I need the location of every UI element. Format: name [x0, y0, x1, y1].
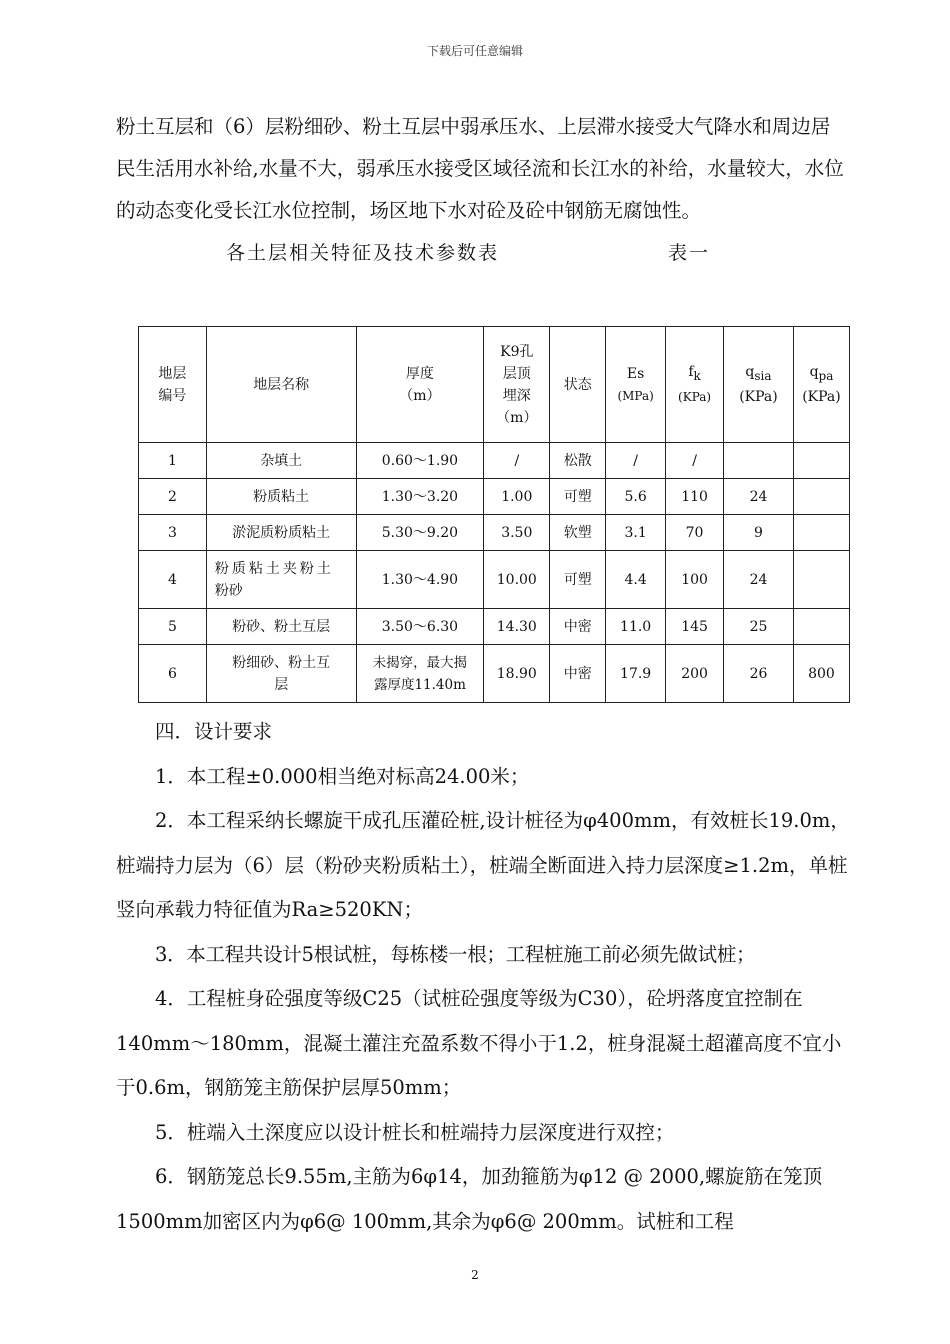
cell-depth: 1.00 — [484, 479, 550, 515]
header-es: Es (MPa) — [606, 327, 666, 443]
cell-es: 17.9 — [606, 645, 666, 703]
cell-qpa — [793, 515, 849, 551]
cell-qsia — [724, 443, 794, 479]
header-no: 地层 编号 — [139, 327, 207, 443]
cell-es: 11.0 — [606, 609, 666, 645]
header-depth: K9孔 层顶 埋深 （m） — [484, 327, 550, 443]
cell-no: 6 — [139, 645, 207, 703]
header-qpa: $q_{pa}$ (KPa) — [793, 327, 849, 443]
table-row — [139, 479, 850, 515]
page-header: 下载后可任意编辑 — [426, 44, 523, 58]
cell-name: 粉质粘土 — [206, 479, 356, 515]
cell-name: 粉砂、粉土互层 — [206, 609, 356, 645]
cell-qpa — [793, 551, 849, 609]
cell-depth: 14.30 — [484, 609, 550, 645]
cell-no: 5 — [139, 609, 207, 645]
cell-state: 中密 — [550, 645, 606, 703]
requirement-item: 3．本工程共设计5根试桩，每栋楼一根；工程桩施工前必须先做试桩； — [155, 942, 756, 966]
page-number: 2 — [471, 1268, 479, 1282]
header-state: 状态 — [550, 327, 606, 443]
cell-fk: 70 — [666, 515, 724, 551]
table-header-row — [139, 327, 850, 443]
header-name: 地层名称 — [206, 327, 356, 443]
cell-qsia: 25 — [724, 609, 794, 645]
cell-fk: 110 — [666, 479, 724, 515]
cell-qsia: 24 — [724, 479, 794, 515]
cell-state: 中密 — [550, 609, 606, 645]
cell-thickness: 3.50～6.30 — [356, 609, 484, 645]
cell-qpa — [793, 443, 849, 479]
cell-depth: 18.90 — [484, 645, 550, 703]
cell-thickness: 1.30～3.20 — [356, 479, 484, 515]
cell-no: 4 — [139, 551, 207, 609]
table-title-row — [116, 237, 846, 269]
cell-qpa — [793, 609, 849, 645]
cell-depth: / — [484, 443, 550, 479]
header-thickness: 厚度 （m） — [356, 327, 484, 443]
cell-depth: 3.50 — [484, 515, 550, 551]
cell-name: 淤泥质粉质粘土 — [206, 515, 356, 551]
design-requirements — [116, 710, 850, 1244]
table-row — [139, 609, 850, 645]
cell-name: 粉细砂、粉土互 层 — [206, 645, 356, 703]
soil-parameter-table — [138, 326, 850, 703]
table-row — [139, 551, 850, 609]
header-qsia: $q_{sia}$ (KPa) — [724, 327, 794, 443]
table-row — [139, 645, 850, 703]
paragraph-groundwater: 粉土互层和（6）层粉细砂、粉土互层中弱承压水、上层滞水接受大气降水和周边居民生活用水补给,水量不大，弱承压水接受区域径流和长江水的补给，水量较大，水位的动态变化受长江水位控制，场区地下水对砼及砼中钢筋无腐蚀性。 — [116, 115, 844, 222]
cell-qpa — [793, 479, 849, 515]
cell-thickness: 1.30～4.90 — [356, 551, 484, 609]
cell-no: 2 — [139, 479, 207, 515]
requirement-item: 5．桩端入土深度应以设计桩长和桩端持力层深度进行双控； — [155, 1120, 675, 1144]
cell-state: 可塑 — [550, 479, 606, 515]
cell-es: 5.6 — [606, 479, 666, 515]
cell-qsia: 24 — [724, 551, 794, 609]
cell-no: 3 — [139, 515, 207, 551]
cell-thickness: 未揭穿，最大揭 露厚度11.40m — [356, 645, 484, 703]
cell-no: 1 — [139, 443, 207, 479]
cell-fk: 100 — [666, 551, 724, 609]
cell-es: 4.4 — [606, 551, 666, 609]
table-row — [139, 443, 850, 479]
requirement-item: 1．本工程±0.000相当绝对标高24.00米； — [155, 764, 530, 788]
requirement-item: 2．本工程采纳长螺旋干成孔压灌砼桩,设计桩径为φ400mm，有效桩长19.0m，桩端持力层为（6）层（粉砂夹粉质粘土），桩端全断面进入持力层深度≥1.2m，单桩竖向承载力特征值为Ra≥520KN； — [116, 809, 850, 921]
cell-fk: 145 — [666, 609, 724, 645]
cell-es: 3.1 — [606, 515, 666, 551]
cell-fk: / — [666, 443, 724, 479]
section-title: 四．设计要求 — [155, 720, 273, 743]
cell-qsia: 9 — [724, 515, 794, 551]
cell-state: 可塑 — [550, 551, 606, 609]
table-tag: 表一 — [668, 242, 711, 265]
cell-qpa: 800 — [793, 645, 849, 703]
cell-depth: 10.00 — [484, 551, 550, 609]
cell-thickness: 0.60～1.90 — [356, 443, 484, 479]
cell-name: 粉质粘土夹粉土 粉砂 — [206, 551, 356, 609]
requirement-item: 4．工程桩身砼强度等级C25（试桩砼强度等级为C30），砼坍落度宜控制在140mm～180mm，混凝土灌注充盈系数不得小于1.2，桩身混凝土超灌高度不宜小于0.6m，钢筋笼主筋保护层厚50mm； — [116, 987, 842, 1099]
cell-es: / — [606, 443, 666, 479]
table-title: 各土层相关特征及技术参数表 — [226, 242, 500, 265]
cell-state: 软塑 — [550, 515, 606, 551]
header-fk: $f_k$ (KPa) — [666, 327, 724, 443]
cell-qsia: 26 — [724, 645, 794, 703]
body-text-top — [116, 106, 846, 269]
cell-name: 杂填土 — [206, 443, 356, 479]
requirement-item: 6．钢筋笼总长9.55m,主筋为6φ14，加劲箍筋为φ12 @ 2000,螺旋筋在笼顶1500mm加密区内为φ6@ 100mm,其余为φ6@ 200mm。试桩和工程 — [116, 1165, 823, 1233]
table-row — [139, 515, 850, 551]
cell-thickness: 5.30～9.20 — [356, 515, 484, 551]
cell-fk: 200 — [666, 645, 724, 703]
cell-state: 松散 — [550, 443, 606, 479]
